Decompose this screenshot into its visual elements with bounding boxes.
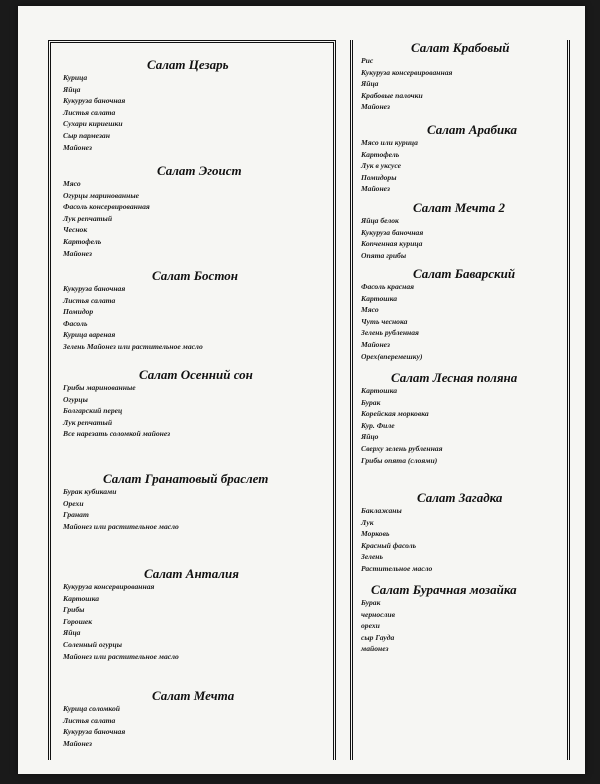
ingredient-item: сыр Гауда bbox=[361, 632, 395, 642]
menu-frame bbox=[48, 40, 574, 764]
ingredient-item: Курица bbox=[63, 73, 88, 82]
ingredient-item: Соленный огурцы bbox=[63, 639, 122, 649]
salad-section bbox=[361, 200, 505, 261]
right-column bbox=[350, 40, 570, 760]
ingredient-item: майонез bbox=[361, 644, 389, 654]
ingredient-item: Грибы опята (слоями) bbox=[361, 455, 438, 465]
salad-section bbox=[361, 490, 502, 575]
ingredient-item: Майонез bbox=[63, 738, 92, 748]
left-column bbox=[48, 40, 336, 760]
ingredient-item: чернослив bbox=[361, 609, 396, 619]
salad-title: Салат Гранатовый браслет bbox=[103, 471, 269, 486]
salad-title: Салат Осенний сон bbox=[139, 367, 253, 382]
ingredient-item: Огурцы маринованные bbox=[63, 190, 139, 200]
ingredient-item: Листья салата bbox=[63, 295, 116, 305]
paper-sheet bbox=[18, 6, 585, 774]
ingredient-item: Лук в уксусе bbox=[361, 161, 402, 171]
salad-title: Салат Загадка bbox=[417, 490, 503, 505]
ingredient-item: Кукуруза баночная bbox=[361, 227, 424, 237]
ingredient-item: Сверху зелень рубленная bbox=[361, 443, 443, 453]
salad-section bbox=[361, 582, 517, 655]
ingredient-item: Фасоль консервированная bbox=[63, 202, 150, 212]
ingredient-item: Мясо или курица bbox=[361, 138, 418, 147]
ingredient-item: Яйца белок bbox=[361, 216, 399, 225]
ingredient-item: Чеснок bbox=[63, 225, 88, 235]
ingredient-item: Фасоль красная bbox=[361, 282, 415, 291]
ingredient-item: Чуть чеснока bbox=[361, 316, 408, 326]
ingredient-item: Рис bbox=[361, 56, 374, 65]
ingredient-item: Майонез bbox=[63, 248, 92, 258]
ingredient-item: Картошка bbox=[361, 293, 398, 303]
salad-section bbox=[63, 268, 238, 353]
ingredient-item: Баклажаны bbox=[361, 506, 402, 515]
ingredient-item: Майонез bbox=[361, 184, 390, 194]
ingredient-item: Сухари кириешки bbox=[63, 119, 123, 129]
ingredient-item: Яйца bbox=[63, 84, 81, 94]
ingredient-item: Майонез bbox=[63, 142, 92, 152]
ingredient-item: Бурак bbox=[361, 598, 381, 607]
ingredient-item: Курица соломкой bbox=[63, 704, 121, 713]
ingredient-item: Лук репчатый bbox=[63, 213, 113, 223]
ingredient-item: Бурак bbox=[361, 397, 381, 407]
ingredient-item: Орехи bbox=[63, 498, 84, 508]
salad-title: Салат Арабика bbox=[427, 122, 517, 137]
ingredient-item: Майонез bbox=[361, 102, 390, 112]
ingredient-item: Яйца bbox=[63, 628, 81, 638]
salad-title: Салат Мечта bbox=[152, 688, 235, 703]
ingredient-item: Зелень Майонез или растительное масло bbox=[63, 341, 203, 351]
ingredient-item: Морковь bbox=[361, 529, 390, 539]
ingredient-item: Картошка bbox=[63, 593, 100, 603]
salad-section bbox=[63, 566, 239, 662]
ingredient-item: Кукуруза баночная bbox=[63, 96, 126, 106]
ingredient-item: Кукуруза баночная bbox=[63, 727, 126, 737]
ingredient-item: Мясо bbox=[361, 305, 379, 315]
ingredient-item: Горошек bbox=[63, 616, 93, 626]
salad-title: Салат Бурачная мозайка bbox=[371, 582, 517, 597]
ingredient-item: Болгарский перец bbox=[63, 406, 123, 416]
ingredient-item: Корейская морковка bbox=[361, 409, 429, 419]
ingredient-item: Фасоль bbox=[63, 318, 88, 328]
salad-section bbox=[361, 266, 515, 362]
ingredient-item: Картошка bbox=[361, 386, 398, 395]
salad-section bbox=[63, 163, 242, 259]
ingredient-item: Копченная курица bbox=[361, 239, 423, 249]
ingredient-item: Кукуруза консервированная bbox=[63, 582, 155, 591]
ingredient-item: Майонез или растительное масло bbox=[63, 521, 179, 531]
salad-section bbox=[361, 370, 517, 466]
ingredient-item: Гранат bbox=[63, 510, 89, 520]
salad-title: Салат Мечта 2 bbox=[413, 200, 505, 215]
salad-title: Салат Эгоист bbox=[157, 163, 242, 178]
ingredient-item: Зелень рубленная bbox=[361, 328, 419, 338]
salad-title: Салат Цезарь bbox=[147, 57, 229, 72]
ingredient-item: Курица вареная bbox=[63, 330, 116, 340]
salad-section bbox=[361, 122, 517, 195]
ingredient-item: Листья салата bbox=[63, 715, 116, 725]
ingredient-item: Помидор bbox=[63, 307, 94, 317]
ingredient-item: Грибы bbox=[63, 605, 85, 615]
ingredient-item: Красный фасоль bbox=[361, 540, 417, 550]
salad-title: Салат Бостон bbox=[152, 268, 238, 283]
ingredient-item: Кур. Филе bbox=[361, 420, 395, 430]
ingredient-item: Кукуруза баночная bbox=[63, 284, 126, 293]
salad-section bbox=[63, 57, 229, 153]
ingredient-item: Кукуруза консервированная bbox=[361, 67, 453, 77]
ingredient-item: Картофель bbox=[361, 149, 400, 159]
ingredient-item: Мясо bbox=[63, 179, 81, 188]
ingredient-item: Орех(вперемешку) bbox=[361, 351, 423, 361]
ingredient-item: Бурак кубиками bbox=[63, 487, 117, 496]
ingredient-item: Лук bbox=[361, 517, 374, 527]
ingredient-item: Крабовые палочки bbox=[361, 90, 423, 100]
salad-section bbox=[63, 688, 234, 749]
salad-title: Салат Крабовый bbox=[411, 40, 510, 55]
ingredient-item: Яйцо bbox=[361, 432, 379, 442]
salad-title: Салат Лесная поляна bbox=[391, 370, 518, 385]
ingredient-item: Грибы маринованные bbox=[63, 383, 136, 392]
ingredient-item: Сыр пармезан bbox=[63, 130, 110, 140]
ingredient-item: Листья салата bbox=[63, 107, 116, 117]
salad-section bbox=[63, 471, 268, 532]
ingredient-item: Зелень bbox=[361, 552, 383, 562]
salad-title: Салат Баварский bbox=[413, 266, 516, 281]
ingredient-item: Картофель bbox=[63, 236, 102, 246]
ingredient-item: Все нарезать соломкой майонез bbox=[63, 429, 171, 439]
salad-section bbox=[63, 367, 253, 440]
salad-title: Салат Анталия bbox=[144, 566, 239, 581]
ingredient-item: Яйца bbox=[361, 79, 379, 89]
ingredient-item: Помидоры bbox=[361, 172, 397, 182]
ingredient-item: Майонез bbox=[361, 339, 390, 349]
ingredient-item: Лук репчатый bbox=[63, 417, 113, 427]
ingredient-item: Растительное масло bbox=[361, 563, 433, 573]
ingredient-item: орехи bbox=[361, 621, 380, 631]
ingredient-item: Опята грибы bbox=[361, 250, 407, 260]
ingredient-item: Огурцы bbox=[63, 394, 88, 404]
salad-section bbox=[361, 40, 509, 113]
ingredient-item: Майонез или растительное масло bbox=[63, 651, 179, 661]
